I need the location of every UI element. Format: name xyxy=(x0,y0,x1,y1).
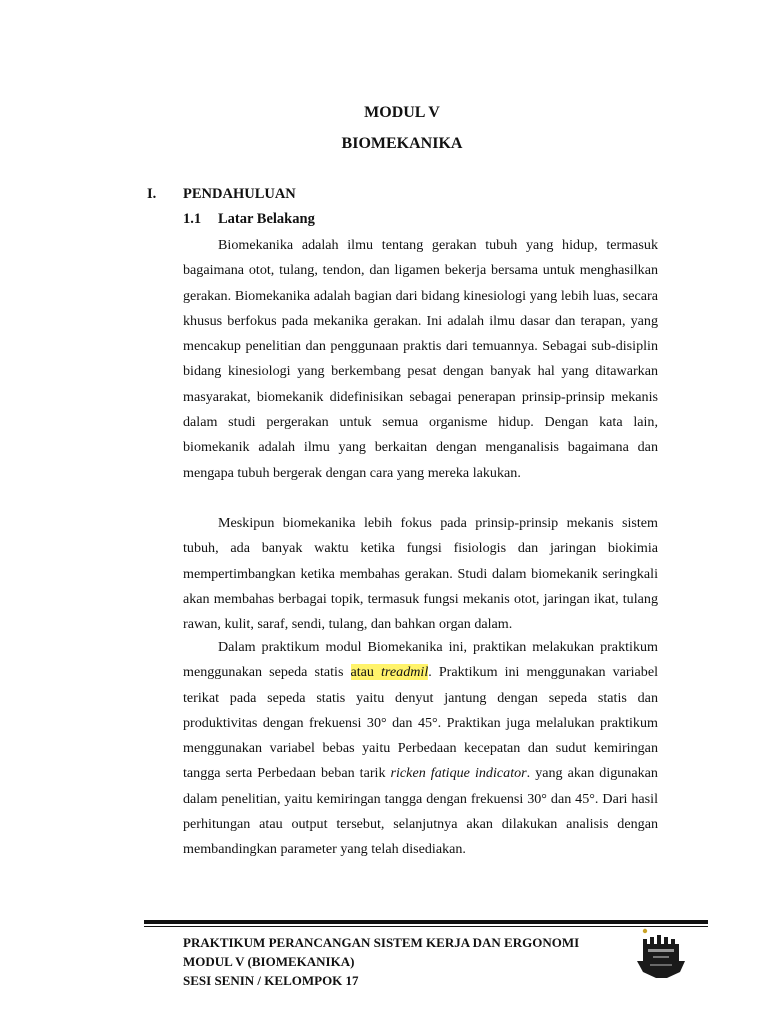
footer-line-2: MODUL V (BIOMEKANIKA) xyxy=(183,954,355,969)
highlight-plain: atau xyxy=(350,664,382,681)
footer-line-1: PRAKTIKUM PERANCANGAN SISTEM KERJA DAN ERGONOMI xyxy=(183,935,580,950)
footer-rule-thick xyxy=(144,920,708,924)
footer-line-3: SESI SENIN / KELOMPOK 17 xyxy=(183,973,359,988)
module-title: MODUL V xyxy=(364,104,440,121)
section-number: I. xyxy=(147,186,157,202)
highlight-italic: treadmil xyxy=(381,664,429,681)
paragraph-1: Biomekanika adalah ilmu tentang gerakan tubuh yang hidup, termasuk bagaimana otot, tulang, tendon, dan ligamen bekerja bersama untuk menghasilkan gerakan. Biomekanika adalah bagian dari bidang kinesiologi yang lebih luas, secara khusus berfokus pada mekanika gerakan. Ini adalah ilmu dasar dan terapan, yang mencakup penelitian dan penggunaan praktis dari temuannya. Sebagai sub-disiplin bidang kinesiologi yang berkembang pesat dengan banyak hal yang ditawarkan masyarakat, biomekanik didefinisikan sebagai penerapan prinsip-prinsip mekanis dalam studi pergerakan untuk semua organisme hidup. Dengan kata lain, biomekanik adalah ilmu yang berkaitan dengan menganalisis bagaimana dan mengapa tubuh bergerak dengan cara yang mereka lakukan. xyxy=(183,237,658,481)
footer-rule-thin xyxy=(144,926,708,927)
subsection-number: 1.1 xyxy=(183,211,202,227)
university-seal-icon xyxy=(634,928,688,980)
footer-block xyxy=(183,933,579,990)
paragraph-3 xyxy=(183,635,658,863)
paragraph-3-part-b: . Praktikum ini menggunakan variabel terikat pada sepeda statis yaitu denyut jantung dengan sepeda statis dan produktivitas dengan frekuensi 30° dan 45°. Praktikan juga melalukan praktikum menggunakan variabel bebas yaitu Perbedaan kecepatan dan sudut kemiringan tangga serta Perbedaan beban tarik xyxy=(183,664,658,782)
italic-term: ricken fatique indicator xyxy=(390,765,527,782)
paragraph-3-part-c: . yang akan digunakan dalam penelitian, yaitu kemiringan tangga dengan frekuensi 30° dan 45°. Dari hasil perhitungan atau output tersebut, selanjutnya akan dilakukan analisis dengan membandingkan parameter yang telah disediakan. xyxy=(183,765,658,858)
section-title: PENDAHULUAN xyxy=(183,186,296,202)
highlighted-text xyxy=(351,664,429,680)
subsection-title: Latar Belakang xyxy=(218,211,315,227)
module-subject: BIOMEKANIKA xyxy=(341,135,463,152)
paragraph-3-part-a: Dalam praktikum modul Biomekanika ini, praktikan melakukan praktikum menggunakan sepeda statis xyxy=(183,639,658,681)
paragraph-2: Meskipun biomekanika lebih fokus pada prinsip-prinsip mekanis sistem tubuh, ada banyak waktu ketika fungsi fisiologis dan jaringan biokimia mempertimbangkan ketika membahas gerakan. Studi dalam biomekanik seringkali akan membahas berbagai topik, termasuk fungsi mekanis otot, jaringan ikat, tulang rawan, kulit, saraf, sendi, tulang, dan bahkan organ dalam. xyxy=(183,515,658,633)
